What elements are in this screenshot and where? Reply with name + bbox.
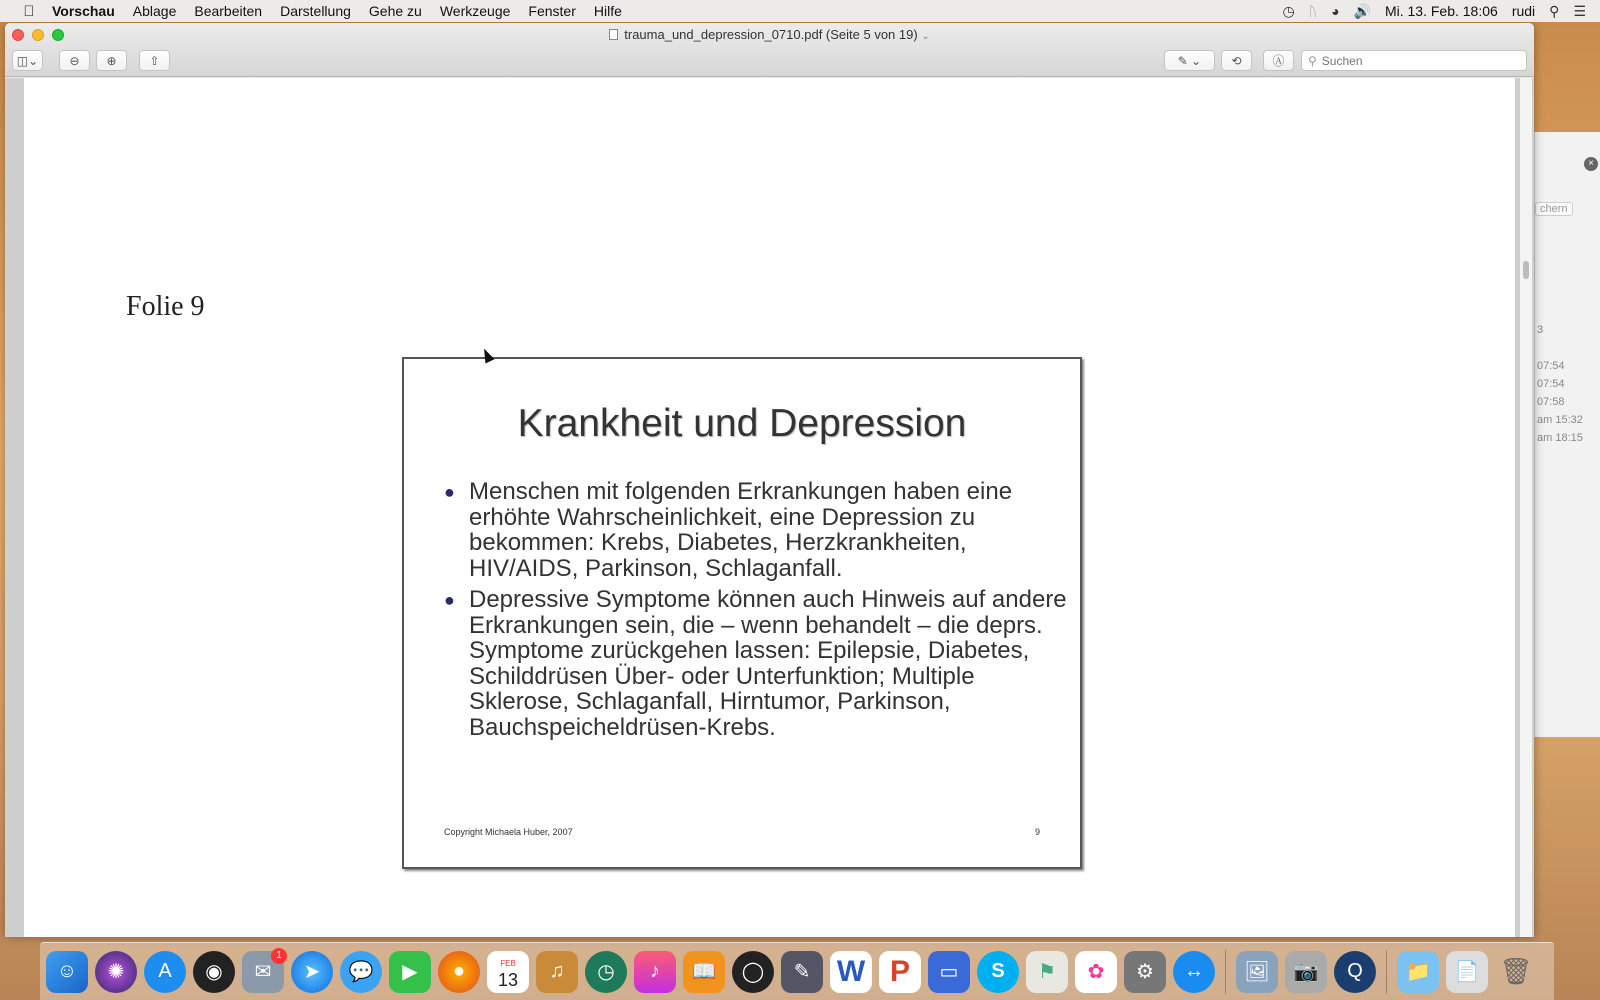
dashboard-icon[interactable]: ◯ <box>732 951 774 993</box>
list-item[interactable]: 3 <box>1537 324 1544 336</box>
safari-icon[interactable]: ➤ <box>291 951 333 993</box>
menu-darstellung[interactable]: Darstellung <box>280 3 351 19</box>
apple-menu-icon[interactable] <box>18 3 40 20</box>
finder-icon[interactable]: ☺ <box>46 951 88 993</box>
time-machine-icon[interactable]: ◷ <box>1282 2 1295 19</box>
pdf-page[interactable] <box>24 78 1515 937</box>
keynote-icon[interactable]: ▭ <box>928 951 970 993</box>
siri-icon[interactable]: ✺ <box>95 951 137 993</box>
sidebar-toggle-button[interactable] <box>12 50 43 71</box>
slide-bullet <box>444 587 1069 740</box>
rotate-icon: ⟲ <box>1231 53 1242 68</box>
window-titlebar <box>5 23 1534 77</box>
menu-werkzeuge[interactable]: Werkzeuge <box>439 3 511 19</box>
slide-bullet-list <box>444 479 1069 746</box>
menu-fenster[interactable]: Fenster <box>528 3 576 19</box>
itunes-icon[interactable]: ♪ <box>634 951 676 993</box>
volume-icon[interactable]: 🔊 <box>1353 2 1371 19</box>
list-item[interactable] <box>1535 339 1600 357</box>
bluetooth-icon[interactable]: ᚢ <box>1308 3 1318 19</box>
calendar-month: FEB <box>500 958 516 968</box>
bg-window-button[interactable]: chern <box>1535 202 1573 216</box>
folie-label: Folie 9 <box>126 291 205 322</box>
menu-bearbeiten[interactable]: Bearbeiten <box>194 3 263 19</box>
list-item[interactable]: am 15:32 <box>1537 414 1583 426</box>
zoom-out-icon: ⊖ <box>69 53 80 68</box>
powerpoint-icon[interactable]: P <box>879 951 921 993</box>
menu-bar <box>0 0 1600 22</box>
skype-icon[interactable]: S <box>977 951 1019 993</box>
slide-bullet-text: Depressive Symptome können auch Hinweis auf andere Erkrankungen sein, die – wenn behandelt – die deprs. Symptome zurückgehen lassen: Epilepsie, Diabetes, Schilddrüsen Über- oder Unterfunktion; Multiple Sklerose, Schlaganfall, Hirntumor, Parkinson, Bauchspeicheldrüsen-Krebs. <box>469 586 1067 741</box>
markup-highlight-button[interactable] <box>1164 50 1215 71</box>
window-title-text: trauma_und_depression_0710.pdf (Seite 5 von 19) <box>624 27 918 42</box>
menu-ablage[interactable]: Ablage <box>132 3 177 19</box>
garageband-icon[interactable]: ♫ <box>536 951 578 993</box>
preview-window <box>5 23 1534 937</box>
pen-icon: ✎ <box>1177 53 1188 68</box>
folder-icon[interactable]: 📁 <box>1397 951 1439 993</box>
word-icon[interactable]: W <box>830 951 872 993</box>
pdf-document-icon <box>609 29 618 40</box>
notification-center-icon[interactable]: ☰ <box>1573 2 1586 19</box>
calendar-icon[interactable] <box>487 951 529 993</box>
slide-number: 9 <box>1034 827 1040 837</box>
books-icon[interactable]: 📖 <box>683 951 725 993</box>
slide-bullet-text: Menschen mit folgenden Erkrankungen haben eine erhöhte Wahrscheinlichkeit, eine Depression zu bekommen: Krebs, Diabetes, Herzkrankheiten, HIV/AIDS, Parkinson, Schlaganfall. <box>469 478 1013 582</box>
dock-separator <box>1225 950 1226 994</box>
chevron-down-icon: ⌄ <box>1191 53 1202 68</box>
search-field[interactable] <box>1301 50 1527 71</box>
dock-separator <box>1386 950 1387 994</box>
markup-icon: Ⓐ <box>1272 54 1285 68</box>
vertical-scrollbar[interactable] <box>1520 78 1532 937</box>
menubar-user[interactable]: rudi <box>1511 3 1536 19</box>
list-item[interactable]: 07:58 <box>1537 396 1565 408</box>
slide-title: Krankheit und Depression <box>517 402 967 445</box>
photos-icon[interactable]: ✿ <box>1075 951 1117 993</box>
mail-icon[interactable]: ✉ 1 <box>242 951 284 993</box>
firefox-icon[interactable]: ● <box>438 951 480 993</box>
zoom-in-button[interactable] <box>96 50 127 71</box>
share-button[interactable] <box>139 50 170 71</box>
bullet-icon: ● <box>444 482 455 502</box>
list-item[interactable]: am 18:15 <box>1537 432 1583 444</box>
spotlight-search-icon[interactable]: ⚲ <box>1549 2 1560 19</box>
preview-icon[interactable]: 🖼 <box>1236 951 1278 993</box>
calendar-day: 13 <box>497 969 519 990</box>
system-preferences-icon[interactable]: ⚙ <box>1124 951 1166 993</box>
menu-app-name[interactable]: Vorschau <box>52 3 115 19</box>
list-item[interactable] <box>1535 303 1600 321</box>
slide <box>402 357 1082 869</box>
launchpad-icon[interactable]: ◉ <box>193 951 235 993</box>
share-icon: ⇧ <box>149 53 160 68</box>
bg-window-toolbar <box>1535 164 1600 215</box>
chevron-down-icon: ⌄ <box>921 31 930 42</box>
time-machine-icon[interactable]: ◷ <box>585 951 627 993</box>
dock <box>40 942 1554 1000</box>
scrollbar-thumb[interactable] <box>1523 261 1529 279</box>
bg-window-list <box>1535 249 1600 447</box>
list-item[interactable] <box>1535 267 1600 285</box>
sidebar-icon: ◫⌄ <box>16 53 39 68</box>
search-input[interactable] <box>1322 54 1512 68</box>
slide-bullet <box>444 479 1069 581</box>
teamviewer-icon[interactable]: ↔ <box>1173 951 1215 993</box>
window-title[interactable] <box>5 27 1534 42</box>
bg-window-header <box>1535 132 1600 169</box>
search-icon: ⚲ <box>1308 53 1317 68</box>
markup-toolbar-button[interactable] <box>1263 50 1294 71</box>
background-window[interactable] <box>1534 132 1600 737</box>
messages-icon[interactable]: 💬 <box>340 951 382 993</box>
maps-icon[interactable]: ⚑ <box>1026 951 1068 993</box>
quicktime-icon[interactable]: Q <box>1334 951 1376 993</box>
trash-icon[interactable]: 🗑 <box>1499 956 1533 986</box>
app-store-icon[interactable]: A <box>144 951 186 993</box>
downloads-stack-icon[interactable]: 📄 <box>1446 951 1488 993</box>
rotate-button[interactable] <box>1221 50 1252 71</box>
facetime-icon[interactable]: ▶ <box>389 951 431 993</box>
bullet-icon: ● <box>444 590 455 610</box>
list-item[interactable] <box>1535 249 1600 267</box>
list-item[interactable]: 07:54 <box>1537 378 1565 390</box>
image-capture-icon[interactable]: 📷 <box>1285 951 1327 993</box>
mail-badge: 1 <box>271 948 287 964</box>
document-view[interactable] <box>5 78 1534 937</box>
script-editor-icon[interactable]: ✎ <box>781 951 823 993</box>
zoom-out-button[interactable] <box>59 50 90 71</box>
menubar-clock[interactable]: Mi. 13. Feb. 18:06 <box>1384 3 1498 19</box>
zoom-in-icon: ⊕ <box>106 53 117 68</box>
menu-gehe-zu[interactable]: Gehe zu <box>368 3 422 19</box>
menu-hilfe[interactable]: Hilfe <box>593 3 622 19</box>
list-item[interactable] <box>1535 285 1600 303</box>
wifi-icon[interactable]: ◕ <box>1331 3 1340 19</box>
close-icon[interactable]: × <box>1584 157 1598 171</box>
slide-copyright: Copyright Michaela Huber, 2007 <box>444 827 573 837</box>
list-item[interactable]: 07:54 <box>1537 360 1565 372</box>
